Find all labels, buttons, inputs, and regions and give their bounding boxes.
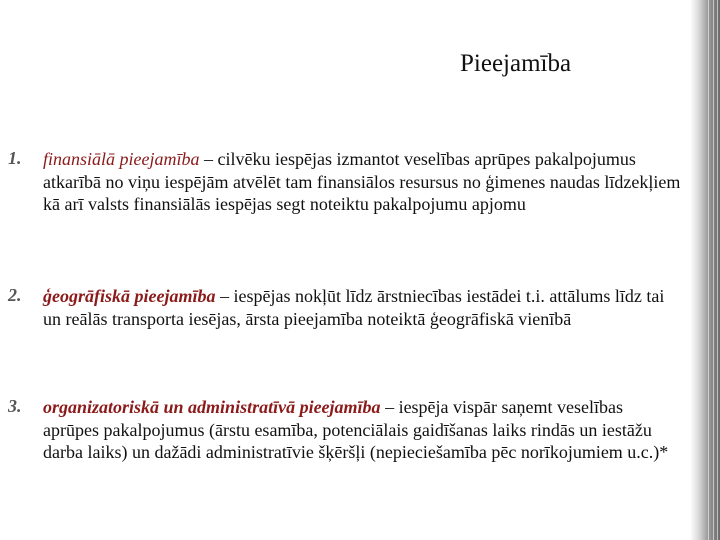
slide-edge-shadow xyxy=(690,0,720,540)
slide-title: Pieejamība xyxy=(460,50,572,77)
definition-organizational: – iespēja vispār saņemt veselības aprūpes pakalpojumus (ārstu esamība, potenciālais gaidīšanas laiks rindās un iestāžu darba laiks) un dažādi administratīvie šķēršļi (nepieciešamība pēc norīkojumiem u.c.)* xyxy=(43,397,669,462)
term-organizational-accessibility: organizatoriskā un administratīvā pieejamība xyxy=(43,397,381,417)
definition-geographic: – iespējas nokļūt līdz ārstniecības iestādei t.i. attālums līdz tai un reālās transporta iesējas, ārsta pieejamība noteiktā ģeogrāfiskā vienībā xyxy=(43,286,665,329)
term-financial-accessibility: finansiālā pieejamība xyxy=(43,149,200,169)
list-item-text xyxy=(43,148,683,216)
list-number: 1. xyxy=(8,148,22,168)
term-geographic-accessibility: ģeogrāfiskā pieejamība xyxy=(43,286,216,306)
definition-financial: – cilvēku iespējas izmantot veselības aprūpes pakalpojumus atkarībā no viņu iespējām atvēlēt tam finansiālos resursus no ģimenes naudas līdzekļiem kā arī valsts finansiālās iespējas segt noteiktu pakalpojumu apjomu xyxy=(43,149,681,214)
list-item-text xyxy=(43,285,683,330)
list-number: 3. xyxy=(8,396,22,416)
list-item-text xyxy=(43,396,683,464)
list-number: 2. xyxy=(8,285,22,305)
